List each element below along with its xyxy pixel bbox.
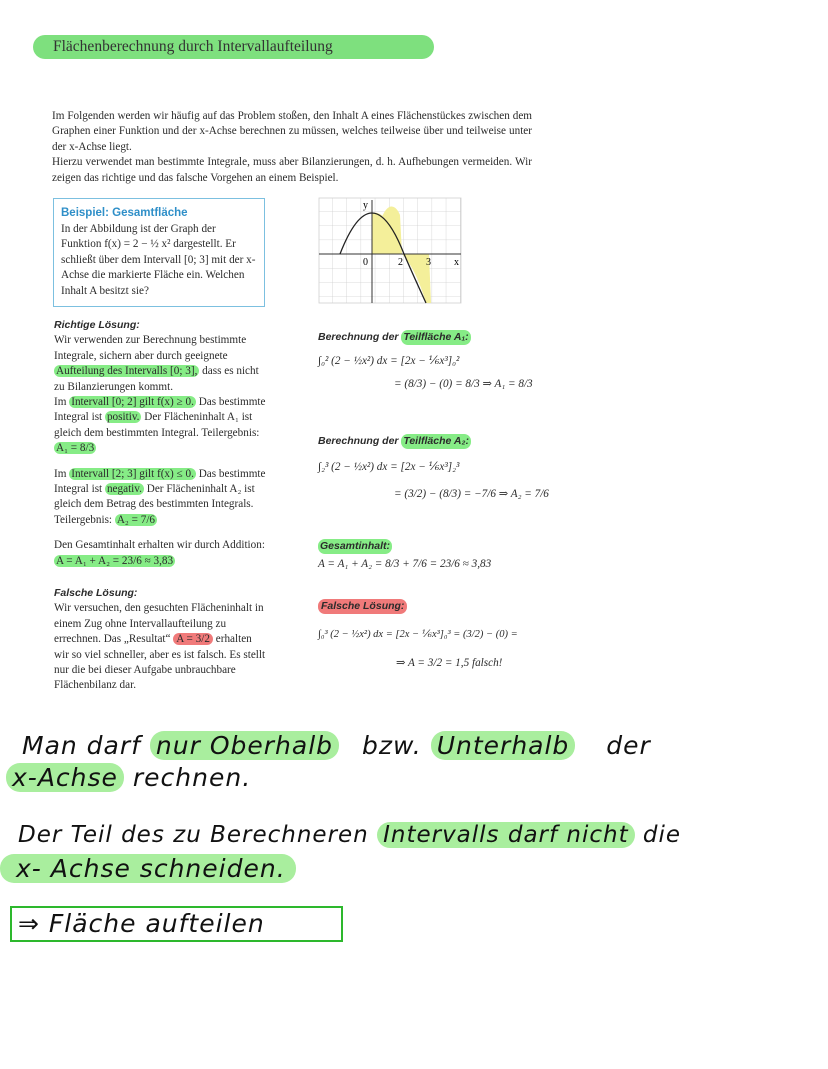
note-line-1 [22,731,651,760]
example-title: Beispiel: Gesamtfläche [61,207,188,219]
example-box [53,198,265,307]
note-line-4 [0,854,296,883]
note-highlight: x-Achse [6,763,124,792]
right-solution-heading: Richtige Lösung: [54,319,140,331]
intro-paragraph-1: Im Folgenden werden wir häufig auf das Problem stoßen, den Inhalt A eines Flächenstückes zwischen dem Graphen einer Funktion und der x-Achse berechnen zu müssen, welches teilweise über und teilweise unter der x-Achse liegt. [52,110,532,153]
text: Den Gesamtinhalt erhalten wir durch Addition: [54,539,265,552]
text: Im [54,467,67,480]
text: Im [54,396,67,409]
calc-a2 [318,434,568,502]
tick-label-0: 0 [363,257,368,268]
note-highlight: x- Achse schneiden. [0,854,296,883]
highlight: Intervall [0; 2] gilt f(x) ≥ 0. [71,396,194,409]
right-solution-p3 [54,467,268,529]
note-text: der [606,731,651,760]
highlight: positiv. [106,411,140,424]
note-line-2 [6,763,251,792]
highlight-red: A = 3/2 [173,633,213,645]
calc-a2-line1: ∫₂³ (2 − ½x²) dx = [2x − ⅙x³]₂³ [318,461,460,473]
note-highlight: nur Oberhalb [150,731,339,760]
calc-a1-line2: = (8/3) − (0) = 8/3 ⇒ A₁ = 8/3 [394,378,533,390]
axis-label-y: y [363,200,368,211]
text: Das bestimmte Integral ist [54,467,266,496]
highlight: Aufteilung des Intervalls [0; 3], [56,365,198,378]
note-text: rechnen. [132,763,252,792]
note-conclusion-box: ⇒ Fläche aufteilen [10,906,343,942]
wrong-solution [54,586,268,694]
calc-a1-heading: Berechnung der [318,331,399,343]
text: dass es nicht zu Bilanzierungen kommt. [54,365,259,393]
total-heading: Gesamtinhalt: [320,540,391,552]
function-graph [318,197,463,305]
example-text: In der Abbildung ist der Graph der Funktion f(x) = 2 − ½ x² dargestellt. Er schließt über dem Intervall [0; 3] mit der x-Achse die markierte Fläche ein. Welchen Inhalt A besitzt sie? [61,222,256,297]
tick-label-3: 3 [426,257,431,268]
text: Das bestimmte Integral ist [54,396,266,424]
wrong-solution-text [54,601,268,693]
wrong-calc-line1: ∫₀³ (2 − ½x²) dx = [2x − ⅙x³]₀³ = (3/2) − (0) = [318,629,518,640]
axis-label-x: x [454,257,459,268]
tick-label-2: 2 [398,257,403,268]
intro-paragraph-2: Hierzu verwendet man bestimmte Integrale, muss aber Bilanzierungen, d. h. Aufhebungen vermeiden. Wir zeigen das richtige und das falsche Vorgehen an einem Beispiel. [52,156,532,184]
wrong-solution-heading: Falsche Lösung: [54,587,138,599]
total-line: A = A₁ + A₂ = 8/3 + 7/6 = 23/6 ≈ 3,83 [318,558,492,570]
right-solution [54,318,268,569]
wrong-calc-line2: ⇒ A = 3/2 = 1,5 falsch! [396,657,503,669]
note-line-3 [18,822,681,848]
highlight: Intervall [2; 3] gilt f(x) ≤ 0. [71,467,194,480]
calc-a2-line2: = (3/2) − (8/3) = −7/6 ⇒ A₂ = 7/6 [394,488,549,500]
text: Der Flächeninhalt A₁ ist gleich dem bestimmten Integral. Teilergebnis: [54,411,260,439]
calc-a2-heading: Berechnung der [318,435,399,447]
calc-a1 [318,330,568,392]
text: Wir versuchen, den gesuchten Flächeninhalt in einem Zug ohne Intervallaufteilung zu errechnen. Das „Resultat“ [54,602,264,646]
wrong-calc-heading: Falsche Lösung: [318,599,407,614]
note-text: bzw. [361,731,422,760]
total-calc [318,539,568,572]
text: Wir verwenden zur Berechnung bestimmte Integrale, sichern aber durch geeignete [54,334,247,362]
calc-a1-heading-highlight: Teilfläche A₁: [403,331,469,343]
page-title: Flächenberechnung durch Intervallaufteilung [33,35,434,59]
highlight: A₁ = 8/3 [56,442,95,455]
note-text: die [642,822,682,848]
note-text: Man darf [22,731,141,760]
highlight: negativ. [106,483,142,496]
intro-text [52,109,532,186]
highlight: A₂ = 7/6 [116,513,156,526]
note-text: Der Teil des zu Berechneren [18,822,369,848]
text: Der Flächeninhalt A₂ ist gleich dem Betrag des bestimmten Integrals. Teilergebnis: [54,483,255,526]
note-highlight: Intervalls darf nicht [377,822,635,848]
note-highlight: Unterhalb [431,731,576,760]
highlight: A = A₁ + A₂ = 23/6 ≈ 3,83 [56,554,174,567]
calc-a1-line1: ∫₀² (2 − ½x²) dx = [2x − ⅙x³]₀² [318,355,460,367]
wrong-calc [318,599,568,671]
right-solution-p2 [54,395,268,457]
right-solution-p4 [54,538,268,569]
calc-a2-heading-highlight: Teilfläche A₂: [403,435,469,447]
text: erhalten wir so viel schneller, aber es ist falsch. Es stellt nur die bei dieser Aufgabe unbrauchbare Flächenbilanz dar. [54,633,266,692]
right-solution-p1 [54,333,268,395]
